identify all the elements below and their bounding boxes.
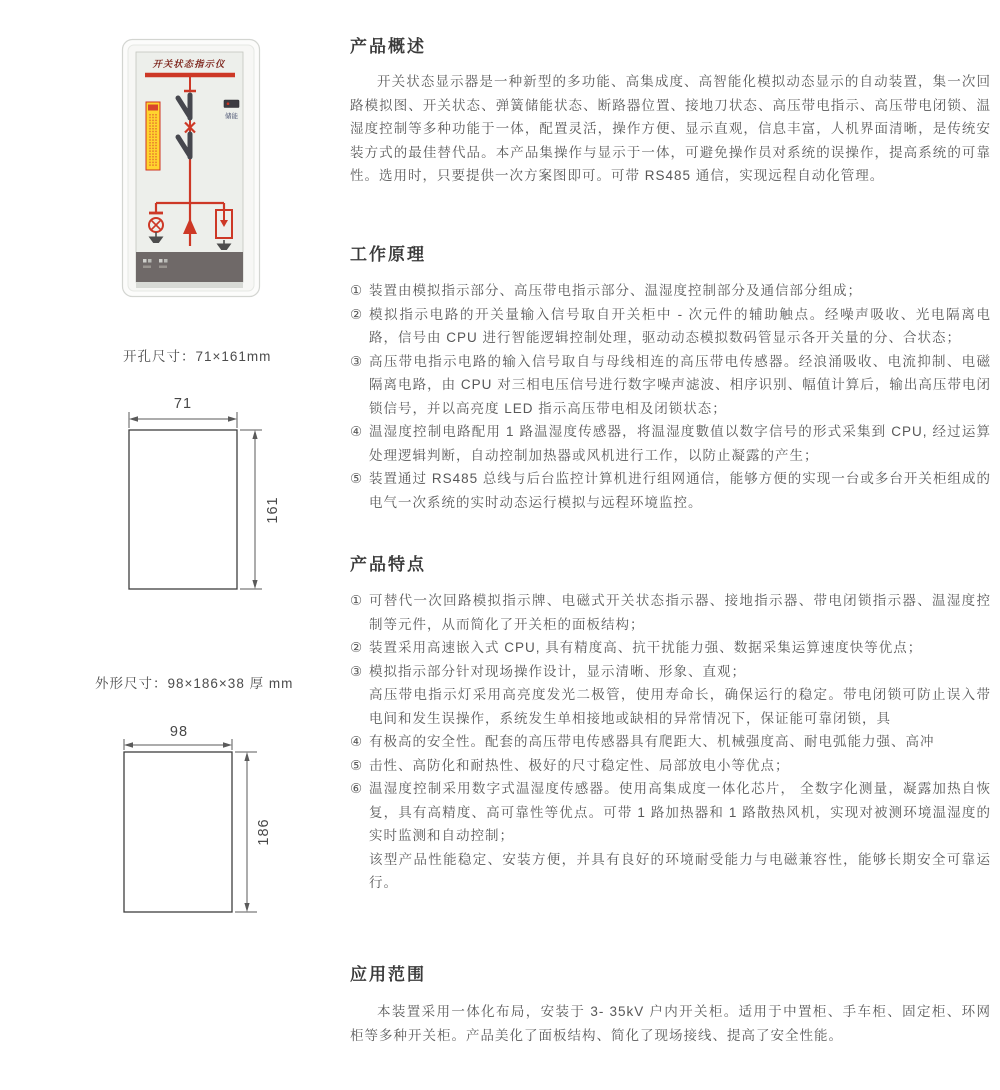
product-photo	[121, 38, 261, 298]
item-text: 高压带电指示电路的输入信号取自与母线相连的高压带电传感器。经浪涌吸收、电流抑制、电磁隔离电路，由 CPU 对三相电压信号进行数字噪声滤波、相序识别、幅值计算后，输出高压带电闭锁信号，并以高亮度 LED 指示高压带电相及闭锁状态；	[369, 353, 991, 416]
list-item	[350, 350, 991, 421]
section-heading-application: 应用范围	[350, 965, 426, 984]
section-heading-principle: 工作原理	[350, 245, 426, 264]
item-text: 装置由模拟指示部分、高压带电指示部分、温湿度控制部分及通信部分组成；	[369, 283, 862, 298]
device-title: 开关状态指示仪	[152, 59, 226, 70]
item-marker: ①	[350, 283, 363, 298]
item-marker: ③	[350, 353, 363, 369]
width-dimension-label: 71	[173, 396, 193, 412]
list-item	[350, 467, 991, 514]
list-item	[350, 683, 991, 730]
cutout-rectangle	[129, 430, 237, 589]
item-marker: ⑤	[350, 471, 363, 486]
outline-rectangle	[124, 752, 232, 912]
item-marker: ⑥	[350, 781, 363, 796]
item-marker: ④	[350, 734, 363, 749]
item-marker: ②	[350, 306, 363, 322]
item-text: 可替代一次回路模拟指示牌、电磁式开关状态指示器、接地指示器、带电闭锁指示器、温湿度控制等元件，从而简化了开关柜的面板结构；	[369, 593, 991, 632]
list-item	[350, 589, 991, 636]
item-text: 装置采用高速嵌入式 CPU, 具有精度高、抗干扰能力强、数据采集运算速度快等优点；	[369, 640, 923, 655]
item-marker: ④	[350, 424, 363, 439]
list-item	[350, 660, 991, 684]
item-text: 装置通过 RS485 总线与后台监控计算机进行组网通信，能够方便的实现一台或多台开关柜组成的电气一次系统的实时动态运行模拟与远程环境监控。	[369, 471, 991, 510]
item-text: 模拟指示电路的开关量输入信号取自开关柜中 - 次元件的辅助触点。经噪声吸收、光电隔离电路，信号由 CPU 进行智能逻辑控制处理，驱动动态模拟数码管显示各开关量的分、合状态；	[369, 306, 991, 345]
item-text: 高压带电指示灯采用高亮度发光二极管，使用寿命长，确保运行的稳定。带电闭锁可防止误入带电间和发生误操作，系统发生单相接地或缺相的异常情况下，保证能可靠闭锁，具	[369, 687, 991, 726]
application-paragraph: 本装置采用一体化布局，安装于 3- 35kV 户内开关柜。适用于中置柜、手车柜、固定柜、环网柜等多种开关柜。产品美化了面板结构、简化了现场接线、提高了安全性能。	[350, 1004, 991, 1043]
storage-label: 储能	[225, 113, 238, 120]
outline-dimension-drawing	[110, 712, 295, 940]
item-text: 温湿度控制采用数字式温湿度传感器。使用高集成度一体化芯片， 全数字化测量，凝露加热自恢复，具有高精度、高可靠性等优点。可带 1 路加热器和 1 路散热风机，实现对被测环境温湿度的实时监测和自动控制；	[369, 781, 991, 843]
item-marker	[350, 848, 369, 895]
warning-label	[146, 102, 160, 170]
list-item	[350, 754, 991, 778]
list-item	[350, 420, 991, 467]
principle-list	[350, 279, 991, 514]
list-item	[350, 279, 991, 303]
width-dimension-label: 98	[169, 724, 189, 740]
list-item	[350, 777, 991, 848]
list-item	[350, 636, 991, 660]
item-text: 击性、高防化和耐热性、极好的尺寸稳定性、局部放电小等优点；	[369, 757, 790, 773]
item-marker: ⑤	[350, 757, 363, 773]
item-text: 有极高的安全性。配套的高压带电传感器具有爬距大、机械强度高、耐电弧能力强、高冲	[369, 734, 935, 749]
item-marker: ③	[350, 663, 363, 679]
item-text: 模拟指示部分针对现场操作设计，显示清晰、形象、直观；	[369, 663, 746, 679]
item-marker: ①	[350, 593, 363, 608]
cutout-dimension-drawing	[115, 390, 295, 602]
item-marker: ②	[350, 640, 363, 655]
item-text: 该型产品性能稳定、安装方便，并具有良好的环境耐受能力与电磁兼容性，能够长期安全可靠运行。	[369, 851, 991, 890]
storage-led-icon	[227, 102, 230, 105]
height-dimension-label: 161	[265, 496, 281, 524]
list-item	[350, 848, 991, 895]
terminal-strip	[136, 252, 243, 288]
outline-size-caption: 外形尺寸：98×186×38 厚 mm	[95, 676, 294, 691]
section-heading-features: 产品特点	[350, 555, 426, 574]
features-list	[350, 589, 991, 895]
section-heading-overview: 产品概述	[350, 37, 426, 56]
cutout-size-caption: 开孔尺寸：71×161mm	[123, 349, 272, 364]
height-dimension-label: 186	[256, 818, 272, 846]
list-item	[350, 730, 991, 754]
item-text: 温湿度控制电路配用 1 路温湿度传感器，将温湿度數值以数字信号的形式采集到 CPU, 经过运算处理逻辑判断，自动控制加热器或风机进行工作，以防止凝露的产生；	[369, 424, 991, 463]
overview-paragraph: 开关状态显示器是一种新型的多功能、高集成度、高智能化模拟动态显示的自动装置，集一次回路模拟图、开关状态、弹簧储能状态、断路器位置、接地刀状态、高压带电指示、高压带电闭锁、温湿度控制等多种功能于一体，配置灵活，操作方便、显示直观，信息丰富，人机界面清晰，是传统安装方式的最佳替代品。本产品集操作与显示于一体，可避免操作员对系统的误操作，提高系统的可靠性。选用时，只要提供一次方案图即可。可带 RS485 通信，实现远程自动化管理。	[350, 74, 991, 183]
item-marker	[350, 683, 369, 730]
list-item	[350, 303, 991, 350]
